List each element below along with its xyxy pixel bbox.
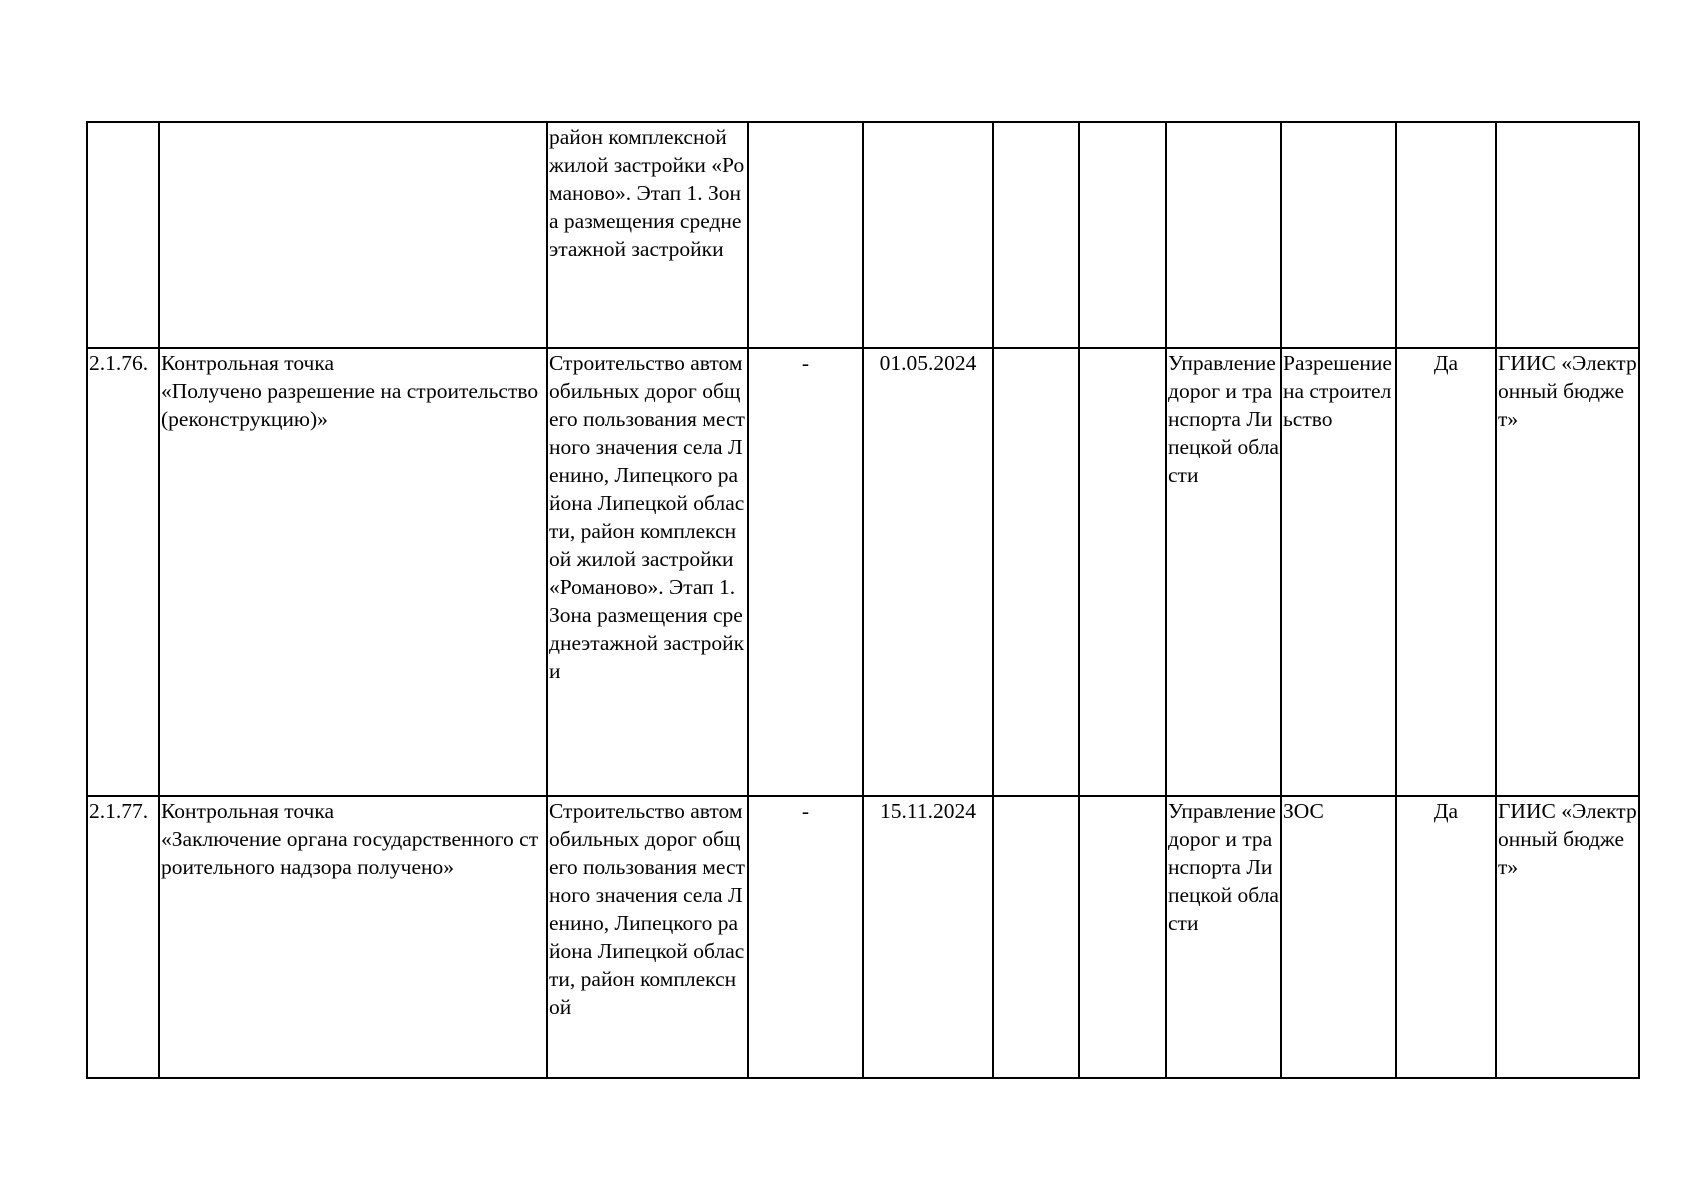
end-date-cell: 15.11.2024 <box>863 796 993 1078</box>
empty-cell <box>993 348 1079 796</box>
system-cell <box>1496 122 1639 348</box>
start-date-cell: - <box>748 796 863 1078</box>
name-cell <box>159 122 547 348</box>
responsible-cell <box>1166 122 1281 348</box>
document-cell: Разрешение на строительство <box>1281 348 1396 796</box>
table-row <box>87 348 1639 796</box>
flag-cell: Да <box>1396 796 1496 1078</box>
empty-cell <box>1079 122 1166 348</box>
row-number-cell <box>87 122 159 348</box>
object-cell: район комплексной жилой застройки «Романово». Этап 1. Зона размещения среднеэтажной застройки <box>547 122 748 348</box>
flag-cell: Да <box>1396 348 1496 796</box>
name-title: Контрольная точка <box>161 799 335 823</box>
end-date-cell: 01.05.2024 <box>863 348 993 796</box>
empty-cell <box>1079 796 1166 1078</box>
plan-table <box>86 121 1640 1079</box>
row-number-cell: 2.1.76. <box>87 348 159 796</box>
flag-cell <box>1396 122 1496 348</box>
start-date-cell <box>748 122 863 348</box>
empty-cell <box>1079 348 1166 796</box>
system-cell: ГИИС «Электронный бюджет» <box>1496 348 1639 796</box>
end-date-cell <box>863 122 993 348</box>
empty-cell <box>993 796 1079 1078</box>
name-title: Контрольная точка <box>161 351 335 375</box>
responsible-cell: Управление дорог и транспорта Липецкой области <box>1166 348 1281 796</box>
empty-cell <box>993 122 1079 348</box>
row-number-cell: 2.1.77. <box>87 796 159 1078</box>
table-row <box>87 796 1639 1078</box>
name-description: «Заключение органа государственного строительного надзора получено» <box>161 827 539 879</box>
object-cell: Строительство автомобильных дорог общего пользования местного значения села Ленино, Липецкого района Липецкой области, район комплексной жилой застройки «Романово». Этап 1. Зона размещения среднеэтажной застройки <box>547 348 748 796</box>
document-cell <box>1281 122 1396 348</box>
system-cell: ГИИС «Электронный бюджет» <box>1496 796 1639 1078</box>
name-description: «Получено разрешение на строительство (реконструкцию)» <box>161 379 539 431</box>
name-cell <box>159 348 547 796</box>
name-cell <box>159 796 547 1078</box>
table-row <box>87 122 1639 348</box>
start-date-cell: - <box>748 348 863 796</box>
object-cell: Строительство автомобильных дорог общего пользования местного значения села Ленино, Липецкого района Липецкой области, район комплексной <box>547 796 748 1078</box>
document-cell: ЗОС <box>1281 796 1396 1078</box>
responsible-cell: Управление дорог и транспорта Липецкой области <box>1166 796 1281 1078</box>
